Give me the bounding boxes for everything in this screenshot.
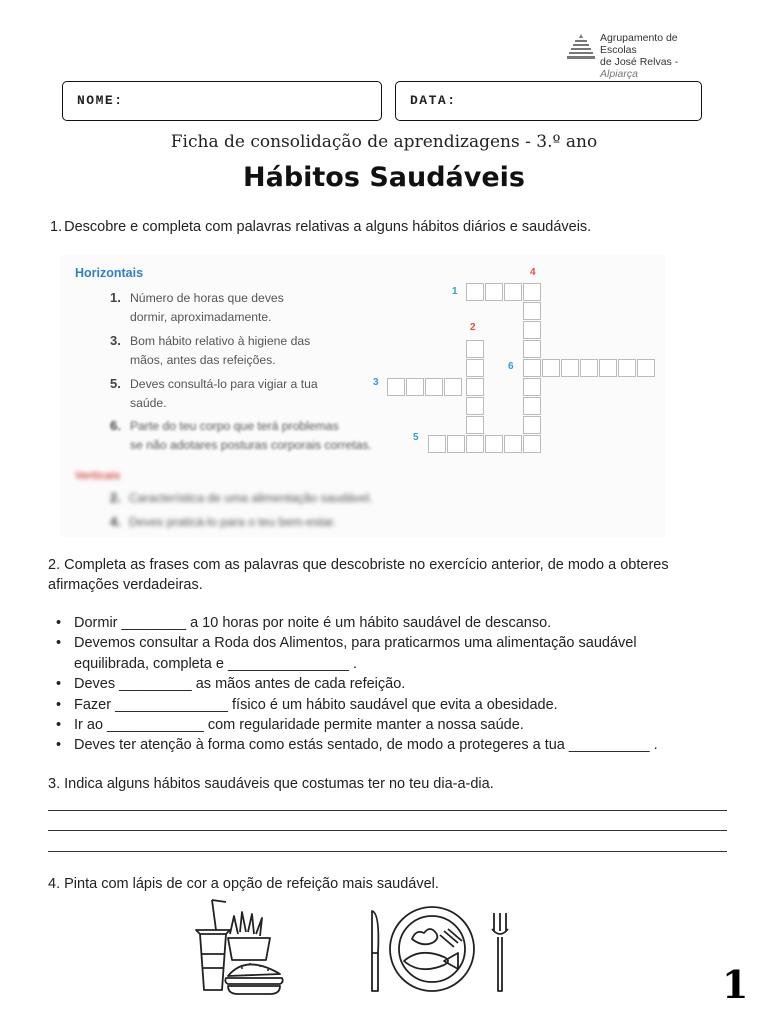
crossword-image <box>60 255 665 537</box>
crossword-cell[interactable] <box>542 359 560 377</box>
crossword-cell[interactable] <box>387 378 405 396</box>
crossword-cell[interactable] <box>406 378 424 396</box>
crossword-cell[interactable] <box>485 435 503 453</box>
q3-instruction: 3. Indica alguns hábitos saudáveis que costumas ter no teu dia-a-dia. <box>48 776 494 792</box>
q2-sentence-4: • Fazer ______________ físico é um hábito saudável que evita a obesidade. <box>48 695 738 715</box>
crossword-cell[interactable] <box>561 359 579 377</box>
crossword-cell[interactable] <box>466 435 484 453</box>
crossword-cell[interactable] <box>466 359 484 377</box>
logo-line2-place: Alpiarça <box>600 68 638 80</box>
grid-number-3: 3 <box>373 377 379 388</box>
clue-4: 4. Deves praticá-lo para o teu bem-estar. <box>110 514 337 529</box>
crossword-cell[interactable] <box>485 283 503 301</box>
crossword-cell[interactable] <box>523 283 541 301</box>
logo-text <box>600 32 706 80</box>
q2-sentence-6: • Deves ter atenção à forma como estás sentado, de modo a protegeres a tua __________ . <box>48 735 738 755</box>
logo-line1: Agrupamento de Escolas <box>600 32 678 56</box>
school-logo <box>566 30 706 80</box>
healthy-plate-icon[interactable] <box>360 903 520 997</box>
logo-line2: de José Relvas - <box>600 56 679 68</box>
q2-sentence-3: • Deves _________ as mãos antes de cada refeição. <box>48 674 738 694</box>
crossword-cell[interactable] <box>466 416 484 434</box>
crossword-cell[interactable] <box>580 359 598 377</box>
worksheet-title: Hábitos Saudáveis <box>243 162 525 193</box>
answer-line-2[interactable] <box>48 830 727 831</box>
crossword-cell[interactable] <box>599 359 617 377</box>
clue-5: 5. Deves consultá-lo para vigiar a tua saúde. <box>110 376 318 410</box>
grid-number-2: 2 <box>470 322 476 333</box>
q1-text: Descobre e completa com palavras relativas a alguns hábitos diários e saudáveis. <box>64 219 592 235</box>
crossword-cell[interactable] <box>523 302 541 320</box>
horizontal-heading: Horizontais <box>75 266 144 280</box>
crossword-cell[interactable] <box>504 283 522 301</box>
q1-instruction <box>50 219 591 235</box>
crossword-cell[interactable] <box>504 435 522 453</box>
crossword-cell[interactable] <box>637 359 655 377</box>
q2-line2: afirmações verdadeiras. <box>48 577 203 593</box>
date-field[interactable] <box>395 81 702 121</box>
crossword-cell[interactable] <box>447 435 465 453</box>
grid-number-5: 5 <box>413 432 419 443</box>
crossword-cell[interactable] <box>428 435 446 453</box>
crossword-cell[interactable] <box>466 340 484 358</box>
q2-sentence-1: • Dormir ________ a 10 horas por noite é um hábito saudável de descanso. <box>48 613 738 633</box>
worksheet-subtitle: Ficha de consolidação de aprendizagens - 3.º ano <box>170 132 598 152</box>
crossword-cell[interactable] <box>523 435 541 453</box>
logo-emblem-icon <box>566 32 596 62</box>
vertical-heading: Verticais <box>75 470 121 482</box>
q1-number: 1. <box>50 219 63 235</box>
date-label: DATA: <box>410 93 457 108</box>
crossword-cell[interactable] <box>466 397 484 415</box>
grid-number-1: 1 <box>452 286 458 297</box>
name-field[interactable] <box>62 81 382 121</box>
grid-number-6: 6 <box>508 361 514 372</box>
q4-instruction: 4. Pinta com lápis de cor a opção de refeição mais saudável. <box>48 876 439 892</box>
crossword-cell[interactable] <box>523 359 541 377</box>
page-number: 1 <box>722 962 749 1007</box>
crossword-cell[interactable] <box>425 378 443 396</box>
crossword-cell[interactable] <box>466 283 484 301</box>
crossword-cell[interactable] <box>523 397 541 415</box>
clue-2: 2. Característica de uma alimentação saudável. <box>110 490 373 505</box>
clue-3: 3. Bom hábito relativo à higiene das mãos, antes das refeições. <box>110 333 311 367</box>
answer-line-3[interactable] <box>48 851 727 852</box>
fast-food-meal-icon[interactable] <box>190 898 290 998</box>
crossword-cell[interactable] <box>523 378 541 396</box>
q2-sentence-2: • Devemos consultar a Roda dos Alimentos, para praticarmos uma alimentação saudável equilibrada, completa e _______________ . <box>48 633 738 674</box>
crossword-cell[interactable] <box>523 321 541 339</box>
answer-line-1[interactable] <box>48 810 727 811</box>
crossword-cell[interactable] <box>618 359 636 377</box>
q2-line1: 2. Completa as frases com as palavras que descobriste no exercício anterior, de modo a obteres <box>48 557 669 573</box>
q2-sentence-5: • Ir ao ____________ com regularidade permite manter a nossa saúde. <box>48 715 738 735</box>
clue-1: 1. Número de horas que deves dormir, aproximadamente. <box>110 290 284 324</box>
q2-instruction <box>48 555 669 595</box>
clue-6: 6. Parte do teu corpo que terá problemas se não adotares posturas corporais corretas. <box>110 418 372 452</box>
crossword-cell[interactable] <box>466 378 484 396</box>
crossword-cell[interactable] <box>444 378 462 396</box>
crossword-cell[interactable] <box>523 416 541 434</box>
crossword-cell[interactable] <box>523 340 541 358</box>
grid-number-4: 4 <box>530 267 536 278</box>
q2-sentence-list <box>48 613 738 756</box>
name-label: NOME: <box>77 93 124 108</box>
